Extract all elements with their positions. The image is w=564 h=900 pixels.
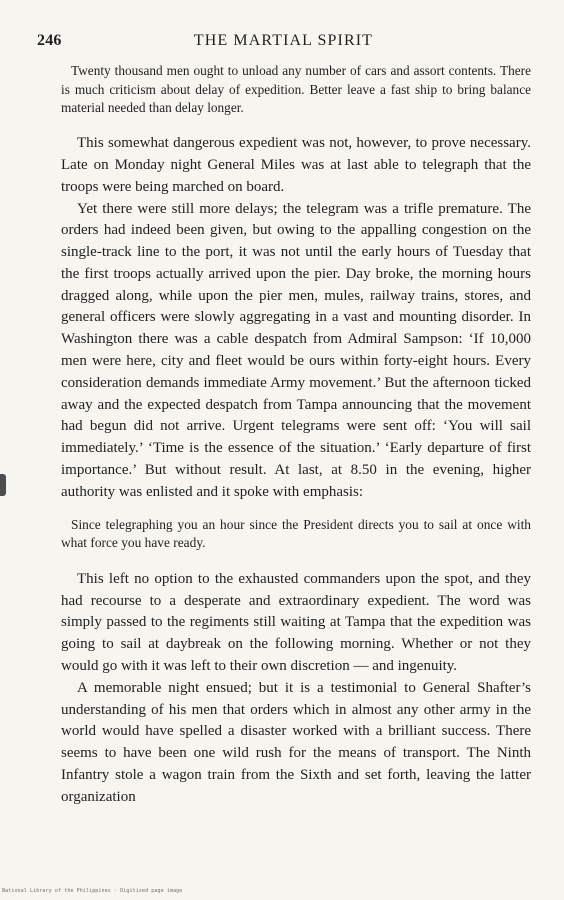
page-edge-mark — [0, 474, 6, 496]
running-head: THE MARTIAL SPIRIT — [193, 32, 374, 49]
paragraph-expedient: This somewhat dangerous expedient was not, however, to prove necessary. Late on Monday night General Miles was at last able to telegraph that the troops were being marched on board. — [61, 135, 531, 195]
paragraph-memorable-night: A memorable night ensued; but it is a testimonial to General Shafter’s understanding of his men that orders which in almost any other army in the world would have spelled a disaster worked with a brilliant success. There seems to have been one wild rush for the means of transport. The Ninth Infantry stole a wagon train from the Sixth and set forth, leaving the latter organization — [61, 679, 531, 805]
presidential-directive: Since telegraphing you an hour since the President directs you to sail at once with what force you have ready. — [61, 516, 531, 551]
paragraph-delays: Yet there were still more delays; the telegram was a trifle premature. The orders had indeed been given, but owing to the appalling congestion on the single-track line to the port, it was not until the early hours of Tuesday that the first troops actually arrived upon the pier. Day broke, the morning hours dragged along, while upon the pier men, mules, railway trains, stores, and general officers were slowly aggregating in a vast and mounting disorder. In Washington there was a cable despatch from Admiral Sampson: ‘If 10,000 men were here, city and fleet would be ours within forty-eight hours. Every consideration demands immediate Army movement.’ But the afternoon ticked away and the expected despatch from Tampa announcing that the movement had begun did not arrive. Urgent telegrams were sent off: ‘You will sail immediately.’ ‘Time is the essence of the situation.’ ‘Early departure of first importance.’ But without result. At last, at 8.50 in the evening, higher authority was enlisted and it spoke with emphasis: — [61, 200, 531, 500]
footer-note: National Library of the Philippines · Digitized page image — [2, 888, 183, 894]
page-number: 246 — [37, 32, 62, 49]
paragraph-option: This left no option to the exhausted commanders upon the spot, and they had recourse to a desperate and extraordinary expedient. The word was simply passed to the regiments still waiting at Tampa that the expedition was going to sail at daybreak on the following morning. Whether or not they would go with it was left to their own discretion — and ingenuity. — [61, 570, 531, 675]
page-header — [37, 30, 530, 52]
telegram-extract: Twenty thousand men ought to unload any number of cars and assort contents. There is much criticism about delay of expedition. Better leave a fast ship to bring balance material needed than delay longer. — [61, 63, 531, 116]
page-body — [61, 62, 531, 809]
